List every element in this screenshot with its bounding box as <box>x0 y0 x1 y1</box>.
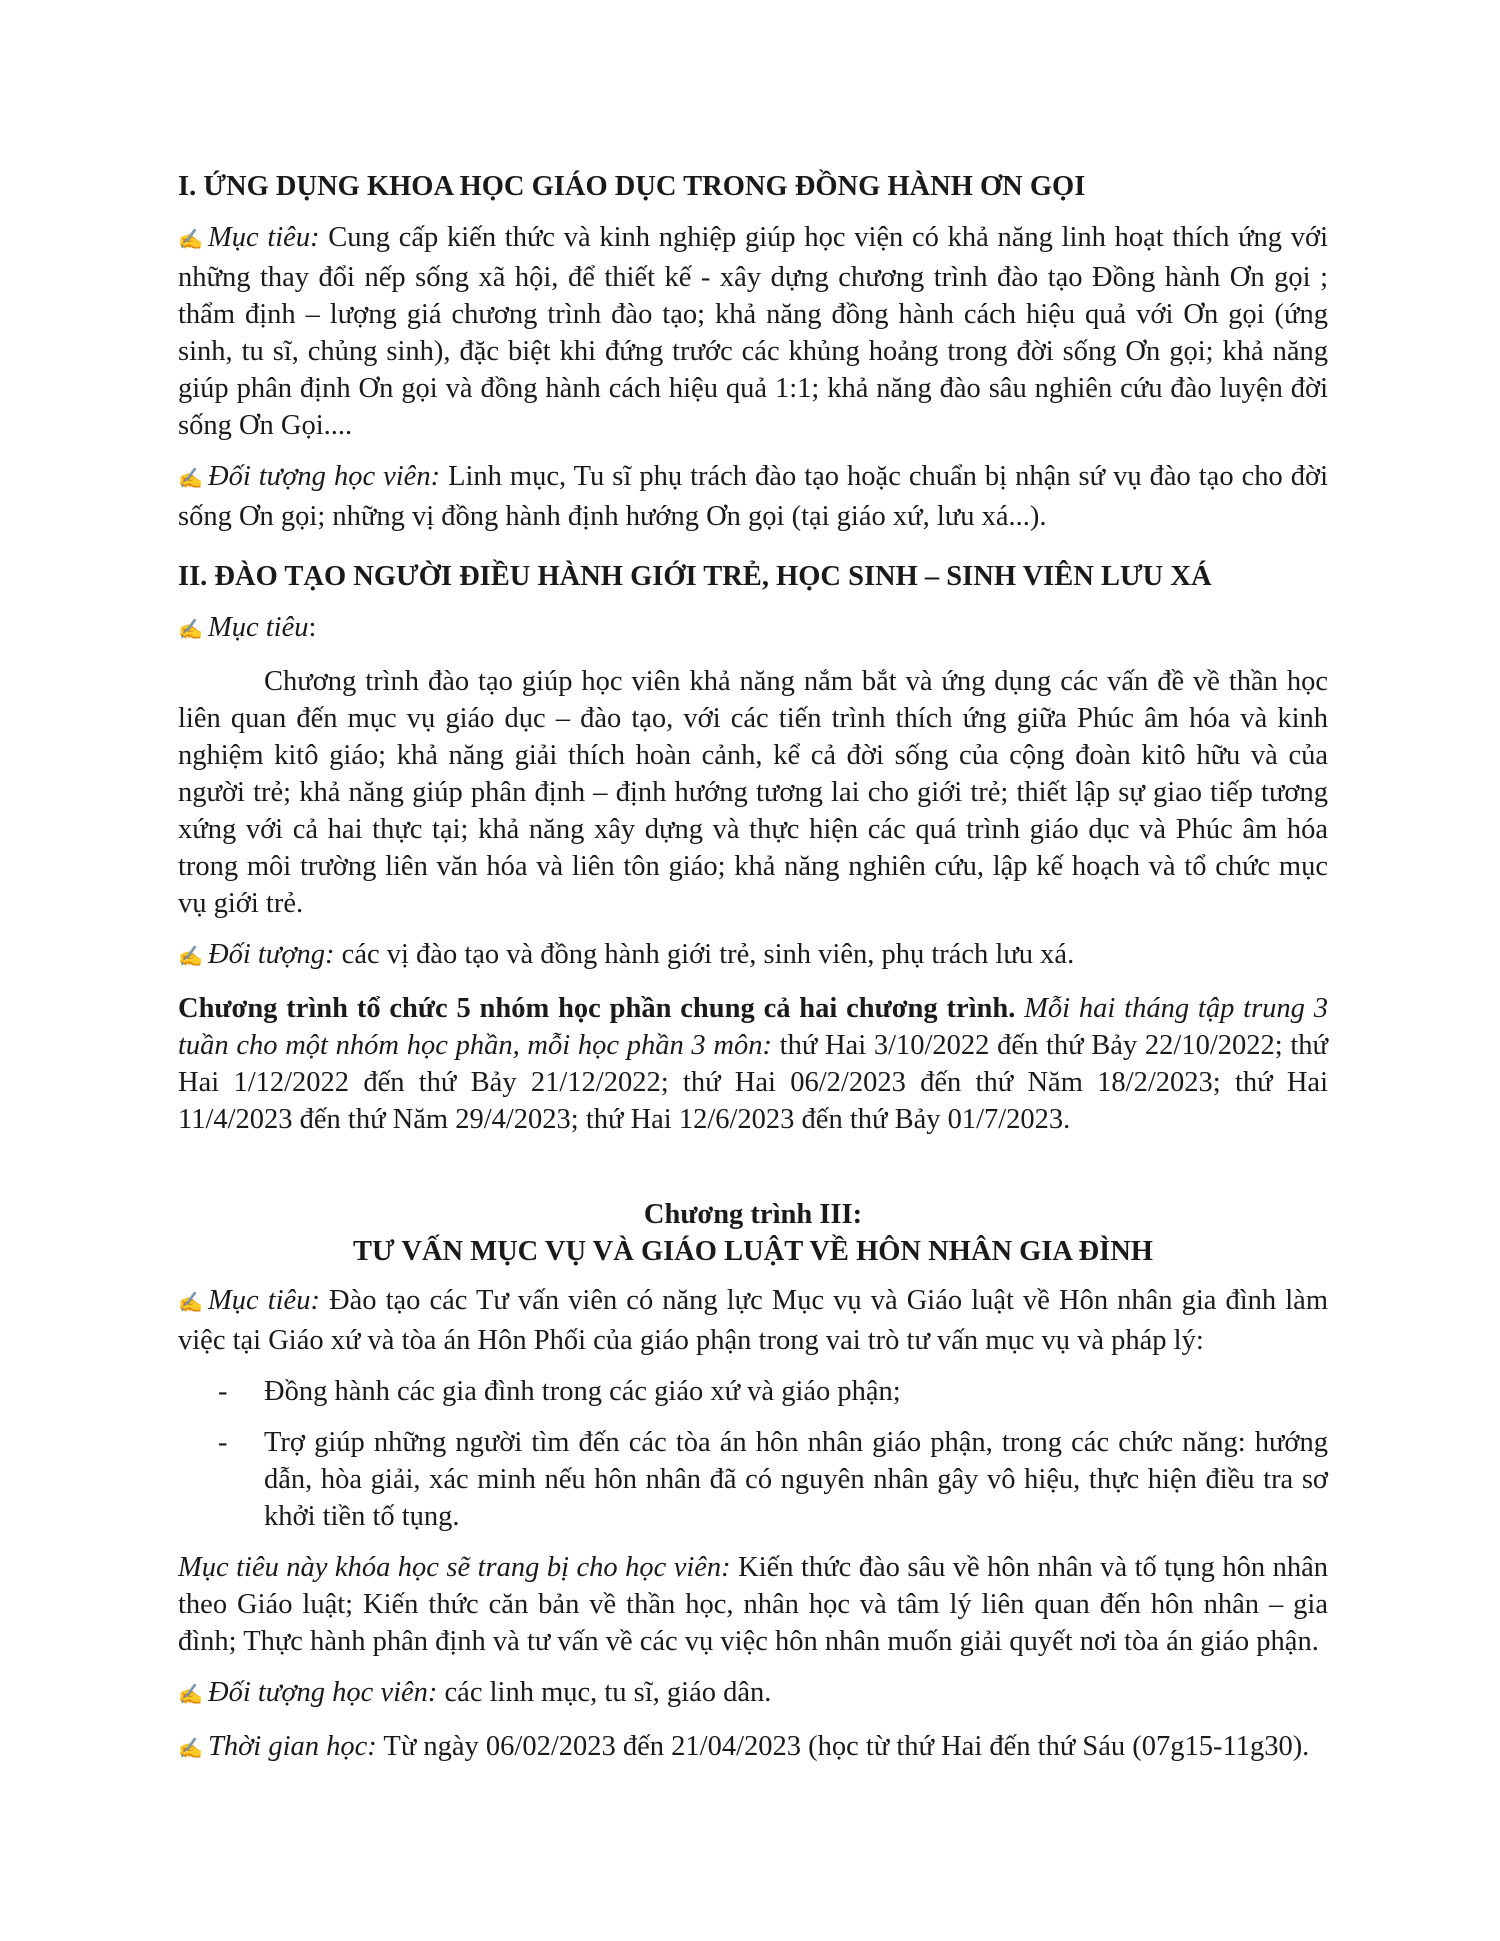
dash-bullet: - <box>218 1427 228 1458</box>
section-3-equip <box>178 1549 1328 1660</box>
section-3-goal-text: Đào tạo các Tư vấn viên có năng lực Mục vụ và Giáo luật về Hôn nhân gia đình làm việc tại Giáo xứ và tòa án Hôn Phối của giáo phận trong vai trò tư vấn mục vụ và pháp lý: <box>178 1285 1329 1356</box>
section-2-schedule-italic: Mỗi hai tháng tập trung 3 tuần cho một nhóm học phần, mỗi học phần 3 môn: <box>178 993 1328 1061</box>
section-3-goal-label: Mục tiêu: <box>208 1285 320 1316</box>
section-3-goal <box>178 1282 1328 1359</box>
section-3-time-text: Từ ngày 06/02/2023 đến 21/04/2023 (học từ thứ Hai đến thứ Sáu (07g15-11g30). <box>376 1731 1310 1762</box>
pencil-icon: ✍ <box>178 1292 203 1314</box>
section-1-goal <box>178 219 1328 444</box>
section-3-equip-label: Mục tiêu này khóa học sẽ trang bị cho học viên: <box>178 1552 731 1583</box>
section-2-goal-line <box>178 609 1328 649</box>
section-2-schedule <box>178 990 1328 1138</box>
section-2-goal-label: Mục tiêu <box>208 612 309 643</box>
section-3-audience-label: Đối tượng học viên: <box>208 1677 438 1708</box>
document-content <box>178 168 1328 1768</box>
section-1-audience-text: Linh mục, Tu sĩ phụ trách đào tạo hoặc chuẩn bị nhận sứ vụ đào tạo cho đời sống Ơn gọi; những vị đồng hành định hướng Ơn gọi (tại giáo xứ, lưu xá...). <box>178 461 1328 532</box>
pencil-icon: ✍ <box>178 1738 203 1760</box>
section-1-goal-label: Mục tiêu: <box>208 222 320 253</box>
section-1-heading: I. ỨNG DỤNG KHOA HỌC GIÁO DỤC TRONG ĐỒNG HÀNH ƠN GỌI <box>178 171 1086 202</box>
dash-bullet: - <box>218 1376 228 1407</box>
pencil-icon: ✍ <box>178 946 203 968</box>
section-2-audience <box>178 936 1328 976</box>
section-2-heading: II. ĐÀO TẠO NGƯỜI ĐIỀU HÀNH GIỚI TRẺ, HỌC SINH – SINH VIÊN LƯU XÁ <box>178 561 1212 592</box>
section-2-audience-label: Đối tượng: <box>208 939 335 970</box>
list-item <box>178 1424 1328 1535</box>
pencil-icon: ✍ <box>178 229 203 251</box>
section-3-audience <box>178 1674 1328 1714</box>
list-item-text: Đồng hành các gia đình trong các giáo xứ và giáo phận; <box>264 1376 901 1407</box>
section-1-audience <box>178 458 1328 535</box>
section-2-goal-suffix: : <box>308 612 317 643</box>
section-3-equip-text: Kiến thức đào sâu về hôn nhân và tố tụng hôn nhân theo Giáo luật; Kiến thức căn bản về thần học, nhân học và tâm lý liên quan đến hôn nhân – gia đình; Thực hành phân định và tư vấn về các vụ việc hôn nhân muốn giải quyết nơi tòa án giáo phận. <box>178 1552 1328 1657</box>
section-1-goal-text: Cung cấp kiến thức và kinh nghiệp giúp học viện có khả năng linh hoạt thích ứng với những thay đổi nếp sống xã hội, để thiết kế - xây dựng chương trình đào tạo Đồng hành Ơn gọi ; thẩm định – lượng giá chương trình đào tạo; khả năng đồng hành cách hiệu quả với Ơn gọi (ứng sinh, tu sĩ, chủng sinh), đặc biệt khi đứng trước các khủng hoảng trong đời sống Ơn gọi; khả năng giúp phân định Ơn gọi và đồng hành cách hiệu quả 1:1; khả năng đào sâu nghiên cứu đào luyện đời sống Ơn Gọi.... <box>178 222 1328 441</box>
pencil-icon: ✍ <box>178 1684 203 1706</box>
section-2-goal-text: Chương trình đào tạo giúp học viên khả năng nắm bắt và ứng dụng các vấn đề về thần học liên quan đến mục vụ giáo dục – đào tạo, với các tiến trình thích ứng giữa Phúc âm hóa và kinh nghiệm kitô giáo; khả năng giải thích hoàn cảnh, kể cả đời sống của cộng đoàn kitô hữu và của người trẻ; khả năng giúp phân định – định hướng tương lai cho giới trẻ; thiết lập sự giao tiếp tương xứng với cả hai thực tại; khả năng xây dựng và thực hiện các quá trình giáo dục và Phúc âm hóa trong môi trường liên văn hóa và liên tôn giáo; khả năng nghiên cứu, lập kế hoạch và tổ chức mục vụ giới trẻ. <box>178 666 1328 919</box>
section-2-audience-text: các vị đào tạo và đồng hành giới trẻ, sinh viên, phụ trách lưu xá. <box>334 939 1075 970</box>
section-3-audience-text: các linh mục, tu sĩ, giáo dân. <box>437 1677 772 1708</box>
section-1-audience-label: Đối tượng học viên: <box>208 461 441 492</box>
section-2-schedule-text: thứ Hai 3/10/2022 đến thứ Bảy 22/10/2022; thứ Hai 1/12/2022 đến thứ Bảy 21/12/2022; thứ Hai 06/2/2023 đến thứ Năm 18/2/2023; thứ Hai 11/4/2023 đến thứ Năm 29/4/2023; thứ Hai 12/6/2023 đến thứ Bảy 01/7/2023. <box>178 1030 1328 1135</box>
list-item-text: Trợ giúp những người tìm đến các tòa án hôn nhân giáo phận, trong các chức năng: hướng dẫn, hòa giải, xác minh nếu hôn nhân đã có nguyên nhân gây vô hiệu, thực hiện điều tra sơ khởi tiền tố tụng. <box>264 1427 1328 1532</box>
section-2-schedule-bold: Chương trình tổ chức 5 nhóm học phần chung cả hai chương trình. <box>178 993 1016 1024</box>
pencil-icon: ✍ <box>178 468 203 490</box>
section-3-title-line-2: TƯ VẤN MỤC VỤ VÀ GIÁO LUẬT VỀ HÔN NHÂN GIA ĐÌNH <box>353 1236 1153 1267</box>
section-3-time <box>178 1728 1328 1768</box>
section-3-time-label: Thời gian học: <box>208 1731 377 1762</box>
section-3-title-line-1: Chương trình III: <box>643 1199 863 1230</box>
pencil-icon: ✍ <box>178 619 203 641</box>
list-item <box>178 1373 1328 1410</box>
